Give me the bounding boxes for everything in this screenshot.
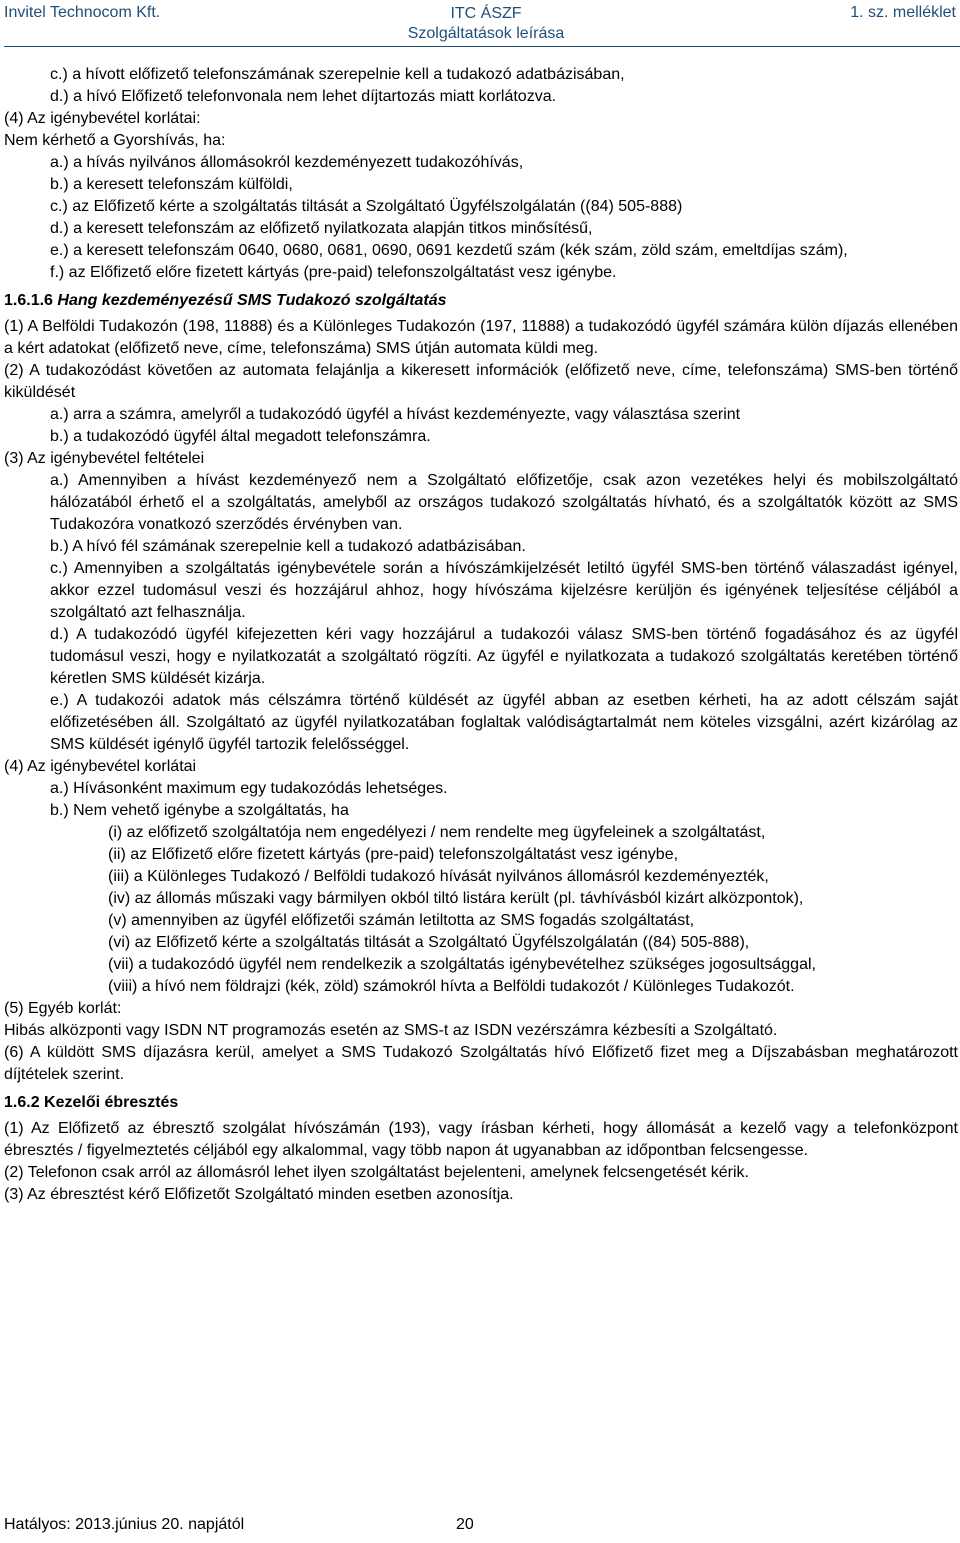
list-item: d.) a keresett telefonszám az előfizető nyilatkozata alapján titkos minősítésű, <box>50 220 593 237</box>
list-item: a.) arra a számra, amelyről a tudakozódó ügyfél a hívást kezdeményezte, vagy választása szerint <box>50 406 741 423</box>
list-item: e.) A tudakozói adatok más célszámra történő küldését az ügyfél abban az esetben kérheti, ha az adott célszám saját előfizetésében áll. Szolgáltató az ügyfél nyilatkozatában foglaltak valódiságtartalmát nem köteles vizsgálni, azért kizárólag az SMS küldését igénylő ügyfél tartozik felelősséggel. <box>50 692 958 753</box>
sub-list-item: (iv) az állomás műszaki vagy bármilyen okból tiltó listára került (pl. távhívásból kizárt alközpontok), <box>108 890 804 907</box>
section-number: 1.6.1.6 <box>4 292 53 309</box>
list-item: a.) Hívásonként maximum egy tudakozódás lehetséges. <box>50 780 448 797</box>
paragraph: d.) a hívó Előfizető telefonvonala nem lehet díjtartozás miatt korlátozva. <box>50 88 557 105</box>
paragraph: (6) A küldött SMS díjazásra kerül, amelyet a SMS Tudakozó Szolgáltatás hívó Előfizető fizet meg a Díjszabásban meghatározott díjtételek szerint. <box>4 1044 958 1083</box>
section-title: Hang kezdeményezésű SMS Tudakozó szolgáltatás <box>57 292 447 309</box>
list-item: d.) A tudakozódó ügyfél kifejezetten kéri vagy hozzájárul a tudakozói válasz SMS-ben történő fogadásához és az ügyfél tudomásul veszi, hogy e nyilatkozatát a szolgáltató rögzíti. Az ügyfél e nyilatkozata a tudakozó szolgáltatás keretében történő kéretlen SMS küldését kizárja. <box>50 626 958 687</box>
list-item: f.) az Előfizető előre fizetett kártyás (pre-paid) telefonszolgáltatást vesz igénybe. <box>50 264 617 281</box>
paragraph: (2) Telefonon csak arról az állomásról lehet ilyen szolgáltatást bejelenteni, amelynek felcsengetését kérik. <box>4 1164 749 1181</box>
list-item: b.) A hívó fél számának szerepelnie kell a tudakozó adatbázisában. <box>50 538 526 555</box>
header-divider <box>4 46 960 47</box>
sub-list-item: (ii) az Előfizető előre fizetett kártyás (pre-paid) telefonszolgáltatást vesz igénybe, <box>108 846 679 863</box>
header-annex: 1. sz. melléklet <box>850 4 956 21</box>
header-subtitle: Szolgáltatások leírása <box>407 25 565 42</box>
paragraph: c.) a hívott előfizető telefonszámának szerepelnie kell a tudakozó adatbázisában, <box>50 66 625 83</box>
sub-list-item: (viii) a hívó nem földrajzi (kék, zöld) számokról hívta a Belföldi tudakozót / Különleges Tudakozót. <box>108 978 795 995</box>
paragraph: Nem kérhető a Gyorshívás, ha: <box>4 132 226 149</box>
list-item: a.) Amennyiben a hívást kezdeményező nem a Szolgáltató előfizetője, csak azon vezetékes helyi és mobilszolgáltató hálózatából érhető el a szolgáltatás, amelyből az országos tudakozó szolgáltatás hívható, és a szolgáltatók között az SMS Tudakozóra vonatkozó szerződés érvényben van. <box>50 472 958 533</box>
header-title-block <box>386 4 586 44</box>
page-number: 20 <box>456 1516 474 1533</box>
sub-list-item: (i) az előfizető szolgáltatója nem engedélyezi / nem rendelte meg ügyfeleinek a szolgáltatást, <box>108 824 766 841</box>
footer-effective-date: Hatályos: 2013.június 20. napjától <box>4 1516 245 1533</box>
section-heading-2: 1.6.2 Kezelői ébresztés <box>4 1094 179 1111</box>
paragraph: (5) Egyéb korlát: <box>4 1000 122 1017</box>
sub-list-item: (v) amennyiben az ügyfél előfizetői számán letiltotta az SMS fogadás szolgáltatást, <box>108 912 695 929</box>
paragraph: (3) Az ébresztést kérő Előfizetőt Szolgáltató minden esetben azonosítja. <box>4 1186 514 1203</box>
header-title: ITC ÁSZF <box>450 5 522 22</box>
list-item: b.) Nem vehető igénybe a szolgáltatás, ha <box>50 802 349 819</box>
paragraph: (2) A tudakozódást követően az automata felajánlja a kikeresett információk (előfizető neve, címe, telefonszáma) SMS-ben történő kiküldését <box>4 362 958 401</box>
document-body <box>4 64 958 1206</box>
paragraph: Hibás alközponti vagy ISDN NT programozás esetén az SMS-t az ISDN vezérszámra kézbesíti a Szolgáltató. <box>4 1022 778 1039</box>
paragraph: (4) Az igénybevétel korlátai <box>4 758 197 775</box>
sub-list-item: (vii) a tudakozódó ügyfél nem rendelkezik a szolgáltatás igénybevételhez szükséges jogosultsággal, <box>108 956 816 973</box>
list-item: c.) az Előfizető kérte a szolgáltatás tiltását a Szolgáltató Ügyfélszolgálatán ((84) 505-888) <box>50 198 683 215</box>
section-heading <box>4 290 958 312</box>
paragraph: (1) Az Előfizető az ébresztő szolgálat hívószámán (193), vagy írásban kérheti, hogy állomását a kezelő vagy a telefonközpont ébresztés / figyelmeztetés céljából egy alkalommal, vagy több napon át ugyanabban az időpontban felcsengesse. <box>4 1120 958 1159</box>
list-item: a.) a hívás nyilvános állomásokról kezdeményezett tudakozóhívás, <box>50 154 524 171</box>
list-item: e.) a keresett telefonszám 0640, 0680, 0681, 0690, 0691 kezdetű szám (kék szám, zöld szám, emeltdíjas szám), <box>50 242 848 259</box>
list-item: b.) a tudakozódó ügyfél által megadott telefonszámra. <box>50 428 431 445</box>
sub-list-item: (vi) az Előfizető kérte a szolgáltatás tiltását a Szolgáltató Ügyfélszolgálatán ((84) 505-888), <box>108 934 750 951</box>
paragraph: (3) Az igénybevétel feltételei <box>4 450 205 467</box>
sub-list-item: (iii) a Különleges Tudakozó / Belföldi tudakozó hívását nyilvános állomásról kezdeményezték, <box>108 868 769 885</box>
header-company: Invitel Technocom Kft. <box>4 4 161 21</box>
page-header <box>4 4 960 44</box>
paragraph: (1) A Belföldi Tudakozón (198, 11888) és a Különleges Tudakozón (197, 11888) a tudakozódó ügyfél számára külön díjazás ellenében a kért adatokat (előfizető neve, címe, telefonszáma) SMS útján automata küldi meg. <box>4 318 958 357</box>
list-item: c.) Amennyiben a szolgáltatás igénybevétele során a hívószámkijelzését letiltó ügyfél SMS-ben történő válaszadást igényel, akkor ezzel tudomásul veszi és hozzájárul ahhoz, hogy hívószáma kijelzésre kerüljön és igényének teljesítése céljából a szolgáltató azt felhasználja. <box>50 560 958 621</box>
list-item: b.) a keresett telefonszám külföldi, <box>50 176 293 193</box>
paragraph: (4) Az igénybevétel korlátai: <box>4 110 201 127</box>
